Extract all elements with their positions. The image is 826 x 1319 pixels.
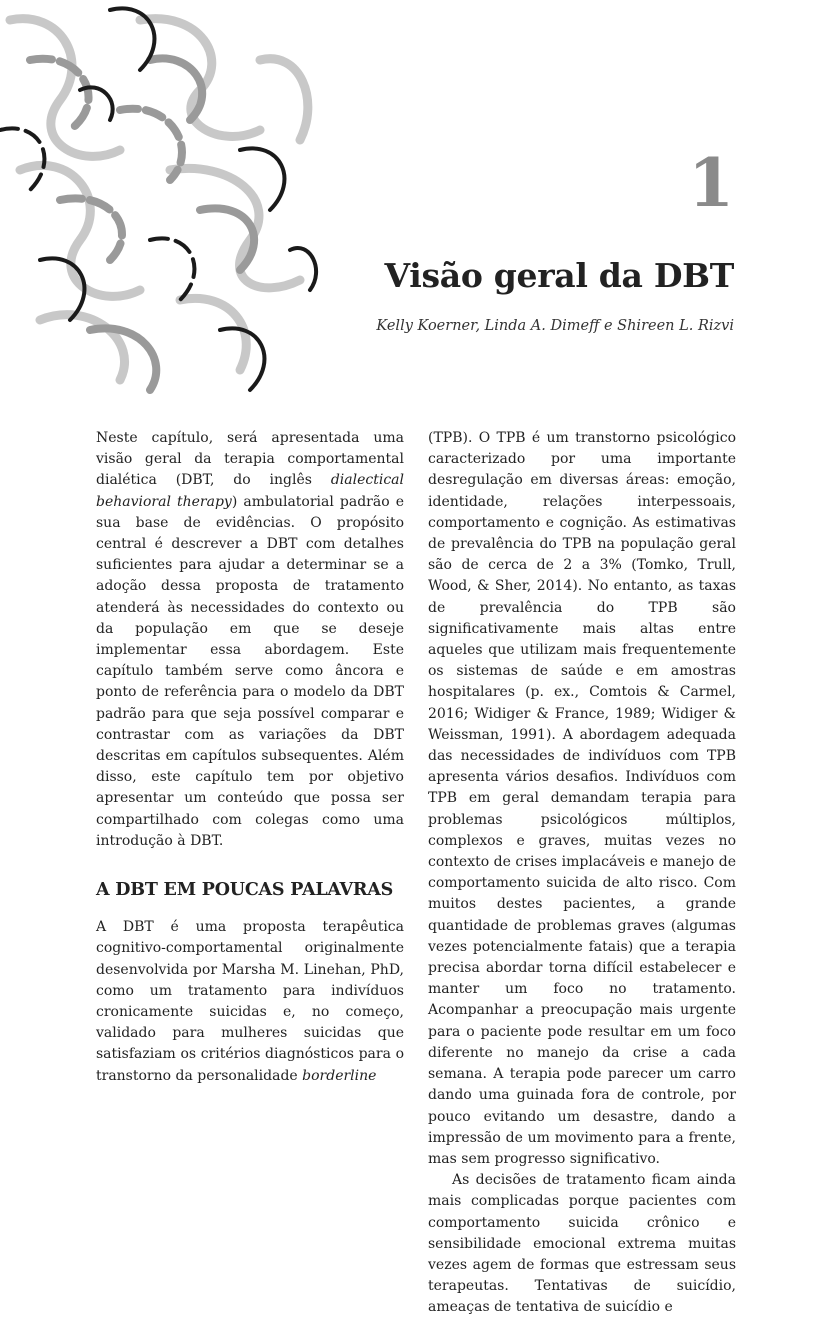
chapter-title: Visão geral da DBT: [384, 256, 734, 295]
section-paragraph-1: A DBT é uma proposta terapêutica cognitivo-comportamental originalmente desenvolvida por Marsha M. Linehan, PhD, como um tratamento para indivíduos cronicamente suicidas e, no começo, validado para mulheres suicidas que satisfaziam os critérios diagnósticos para o transtorno da personalidade borderline: [96, 919, 404, 1084]
right-column: [428, 428, 736, 1319]
decorative-swirl-pattern: [0, 0, 330, 400]
left-column: [96, 428, 404, 1087]
intro-paragraph: Neste capítulo, será apresentada uma visão geral da terapia comportamental dialética (DBT, do inglês dialectical behavioral therapy) ambulatorial padrão e sua base de evidências. O propósito central é descrever a DBT com detalhes suficientes para ajudar a determinar se a adoção dessa proposta de tratamento atenderá às necessidades do contexto ou da população em que se deseje implementar essa abordagem. Este capítulo também serve como âncora e ponto de referência para o modelo da DBT padrão para que seja possível comparar e contrastar com as variações da DBT descritas em capítulos subsequentes. Além disso, este capítulo tem por objetivo apresentar um conteúdo que possa ser compartilhado com colegas como uma introdução à DBT.: [96, 430, 404, 849]
section-paragraph-1-continued: (TPB). O TPB é um transtorno psicológico caracterizado por uma importante desregulação em diversas áreas: emoção, identidade, relações interpessoais, comportamento e cognição. As estimativas de prevalência do TPB na população geral são de cerca de 2 a 3% (Tomko, Trull, Wood, & Sher, 2014). No entanto, as taxas de prevalência do TPB são significativamente mais altas entre aqueles que utilizam mais frequentemente os sistemas de saúde e em amostras hospitalares (p. ex., Comtois & Carmel, 2016; Widiger & France, 1989; Widiger & Weissman, 1991). A abordagem adequada das necessidades de indivíduos com TPB apresenta vários desafios. Indivíduos com TPB em geral demandam terapia para problemas psicológicos múltiplos, complexos e graves, muitas vezes no contexto de crises implacáveis e manejo de comportamento suicida de alto risco. Com muitos destes pacientes, a grande quantidade de problemas graves (algumas vezes potencialmente fatais) que a terapia precisa abordar torna difícil estabelecer e manter um foco no tratamento. Acompanhar a preocupação mais urgente para o paciente pode resultar em um foco diferente no manejo da crise a cada semana. A terapia pode parecer um carro dando uma guinada fora de controle, por pouco evitando um desastre, dando a impressão de um movimento para a frente, mas sem progresso significativo.: [428, 430, 736, 1167]
section-heading: A DBT EM POUCAS PALAVRAS: [96, 880, 394, 901]
chapter-number: 1: [688, 144, 734, 222]
section-paragraph-2: As decisões de tratamento ficam ainda mais complicadas porque pacientes com comportamento suicida crônico e sensibilidade emocional extrema muitas vezes agem de formas que estressam seus terapeutas. Tentativas de suicídio, ameaças de tentativa de suicídio e: [428, 1172, 736, 1316]
chapter-authors: Kelly Koerner, Linda A. Dimeff e Shireen L. Rizvi: [376, 318, 734, 334]
